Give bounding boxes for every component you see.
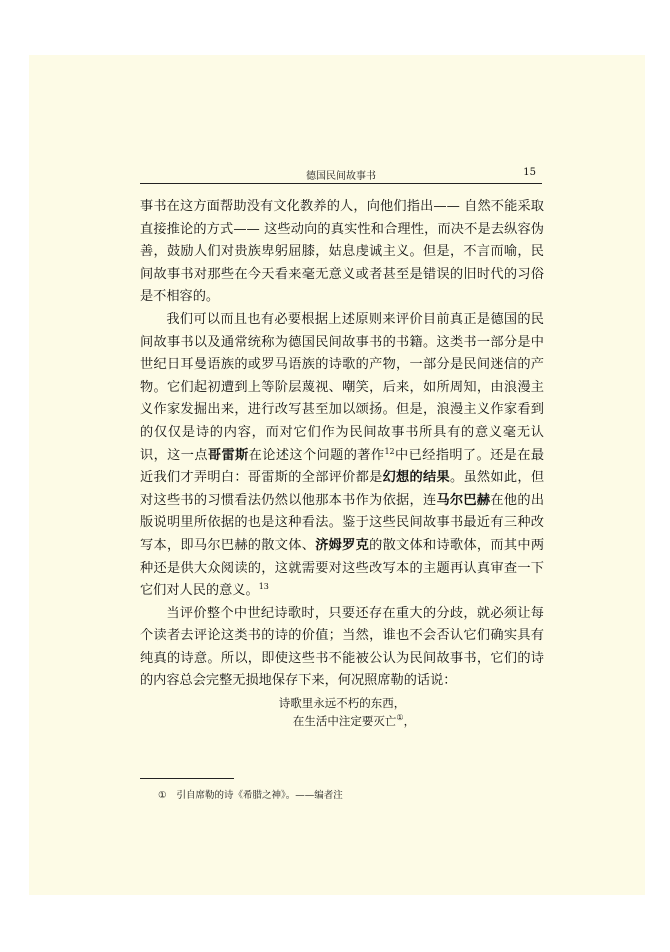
paragraph-2-part-a: 我们可以而且也有必要根据上述原则来评价目前真正是德国的民间故事书以及通常统称为德国民间故事书的书籍。这类书一部分是中世纪日耳曼语族的或罗马语族的诗歌的产物，一部分是民间迷信的产物。它们起初遭到上等阶层蔑视、嘲笑，后来，如所周知，由浪漫主义作家发掘出来，进行改写甚至加以颂扬。但是，浪漫主义作家看到的仅仅是诗的内容，而对它们作为民间故事书所具有的意义毫无认识，这一点 — [140, 311, 544, 463]
emphasis-illusion: 幻想的结果 — [382, 470, 450, 486]
paragraph-2 — [140, 309, 544, 603]
poem-line-2-text: 在生活中注定要灭亡 — [292, 714, 397, 729]
endnote-ref-12: 12 — [384, 446, 395, 456]
paragraph-3: 当评价整个中世纪诗歌时，只要还存在重大的分歧，就必须让每个读者去评论这类书的诗的价值；当然，谁也不会否认它们确实具有纯真的诗意。所以，即使这些书不能被公认为民间故事书，它们的诗的内容总会完整无损地保存下来，何况照席勒的话说： — [140, 605, 544, 689]
poem-line-2-end: ， — [403, 714, 416, 729]
paragraph-2-part-b: 在论述这个问题的著作 — [248, 447, 385, 463]
poem-quote — [140, 694, 544, 730]
footnote-text: 引自席勒的诗《希腊之神》。——编者注 — [176, 790, 343, 801]
footnote-ref-1: ① — [396, 713, 404, 723]
paragraph-2-part-d: 。虽然如此，但对这些书的习惯看法仍然以他那本书作为依据，连 — [140, 470, 545, 508]
name-simrock: 济姆罗克 — [315, 537, 370, 553]
footnote — [158, 787, 343, 801]
footnote-mark: ① — [158, 790, 167, 801]
paragraph-2-part-c: 中已经指明了。还是在最近我们才弄明白：哥雷斯的全部评价都是 — [140, 447, 545, 486]
body-text — [140, 196, 544, 730]
poem-line-2 — [140, 712, 544, 730]
paragraph-2-part-e: 在他的出版说明里所依据的也是这种看法。鉴于这些民间故事书最近有三种改写本，即马尔巴赫的散文体、 — [140, 492, 545, 553]
name-marbach: 马尔巴赫 — [436, 492, 491, 508]
paragraph-2-part-f: 的散文体和诗歌体，而其中两种还是供大众阅读的，这就需要对这些改写本的主题再认真审查一下它们对人民的意义。 — [140, 537, 545, 599]
header-title: 德国民间故事书 — [306, 171, 376, 182]
name-gorres: 哥雷斯 — [207, 447, 249, 463]
running-header — [140, 165, 542, 184]
page-number: 15 — [523, 167, 536, 178]
poem-line-1: 诗歌里永远不朽的东西， — [278, 696, 406, 711]
footnote-rule — [140, 778, 234, 779]
paragraph-1: 事书在这方面帮助没有文化教养的人，向他们指出—— 自然不能采取直接推论的方式—— 这些动向的真实性和合理性，而决不是去纵容伪善，鼓励人们对贵族卑躬屈膝，姑息虔诚主义。但是，不言而喻，民间故事书对那些在今天看来毫无意义或者甚至是错误的旧时代的习俗是不相容的。 — [140, 199, 544, 305]
endnote-ref-13: 13 — [258, 582, 269, 592]
